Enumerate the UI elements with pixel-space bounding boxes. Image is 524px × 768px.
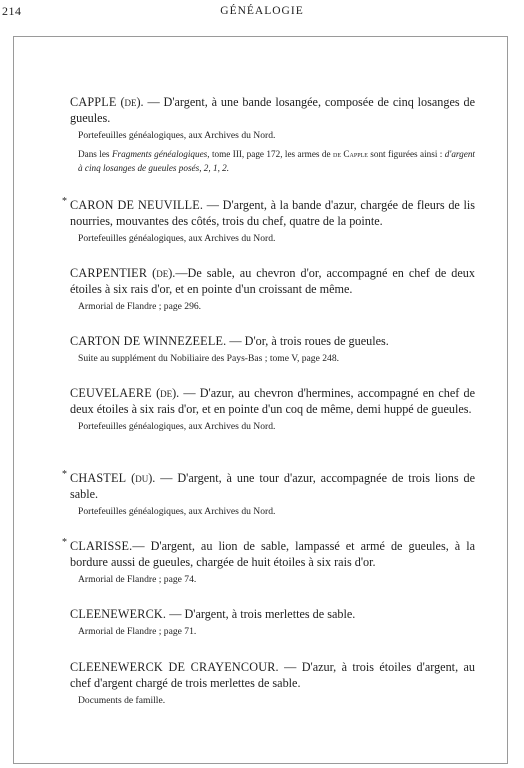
source-reference: Armorial de Flandre ; page 71. — [78, 626, 197, 637]
family-particle: (de). — [120, 95, 144, 109]
blazon-text: — D'argent, au lion de sable, lampassé et armé de gueules, à la bordure aussi de gueules, chargée de huit étoiles à six rais d'or. — [70, 539, 475, 569]
family-particle: (de). — [152, 266, 176, 280]
entry-heading — [70, 385, 475, 417]
entry-capple — [70, 94, 475, 175]
family-particle: (du). — [131, 471, 156, 485]
work-title: Fragments généalogiques — [111, 149, 208, 159]
entry-heading — [70, 94, 475, 126]
family-name: CLARISSE. — [70, 539, 133, 553]
source-reference: Documents de famille. — [78, 695, 166, 706]
family-name: CARPENTIER — [70, 266, 148, 280]
asterisk-mark: * — [62, 196, 67, 207]
blazon-text: — D'argent, à trois merlettes de sable. — [166, 607, 356, 621]
family-reference: de Capple — [332, 149, 368, 159]
family-name: CLEENEWERCK DE CRAYENCOUR. — [70, 660, 279, 674]
source-reference: Portefeuilles généalogiques, aux Archives du Nord. — [78, 130, 276, 141]
page-number: 214 — [2, 4, 22, 18]
source-reference: Portefeuilles généalogiques, aux Archives du Nord. — [78, 421, 276, 432]
blazon-text: — D'argent, à une tour d'azur, accompagnée de trois lions de sable. — [70, 471, 476, 501]
blazon-text: —De sable, au chevron d'or, accompagné en chef de deux étoiles à six rais d'or, et en pointe d'un croissant de même. — [70, 266, 475, 296]
family-name: CEUVELAERE — [70, 386, 152, 400]
entry-chastel — [62, 469, 476, 519]
entry-heading — [70, 265, 475, 297]
entry-heading — [70, 538, 475, 570]
source-reference: Portefeuilles généalogiques, aux Archives du Nord. — [78, 233, 276, 244]
entry-ceuvelaere — [70, 385, 475, 434]
source-reference: Armorial de Flandre ; page 74. — [78, 574, 197, 585]
entry-heading — [70, 659, 475, 691]
asterisk-mark: * — [62, 537, 67, 548]
blazon-text: — D'argent, à une bande losangée, composée de cinq losanges de gueules. — [70, 95, 475, 125]
entry-caron-de-neuville — [62, 196, 475, 246]
entry-note: Dans les Fragments généalogiques, tome III, page 172, les armes de de Capple sont figurées ainsi : d'argent à cinq losanges de gueules posés, 2, 1, 2. — [78, 149, 475, 173]
source-reference: Suite au supplément du Nobiliaire des Pays-Bas ; tome V, page 248. — [78, 353, 340, 364]
family-name: CHASTEL — [70, 471, 127, 485]
blazon-text: — D'or, à trois roues de gueules. — [226, 334, 389, 348]
entry-carpentier — [70, 265, 475, 314]
page-header — [0, 4, 524, 22]
entry-heading — [70, 197, 475, 229]
entry-heading — [70, 606, 475, 622]
source-reference: Portefeuilles généalogiques, aux Archives du Nord. — [78, 506, 276, 517]
blazon-text: — D'argent, à la bande d'azur, chargée de fleurs de lis nourries, mouvantes des côtés, trois du chef, quatre de la pointe. — [70, 198, 475, 228]
variant-blazon: d'argent à cinq losanges de gueules posés, 2, 1, 2. — [78, 149, 475, 173]
family-particle: (de). — [156, 386, 180, 400]
family-name: CARON DE NEUVILLE. — [70, 198, 204, 212]
family-name: CAPPLE — [70, 95, 117, 109]
blazon-text: — D'azur, à trois étoiles d'argent, au chef d'argent chargé de trois merlettes de sable. — [70, 660, 475, 690]
entry-cleenewerck-de-crayencour — [70, 659, 475, 708]
entry-heading — [70, 470, 475, 502]
family-name: CARTON DE WINNEZEELE. — [70, 334, 227, 348]
entry-heading — [70, 333, 475, 349]
family-name: CLEENEWERCK. — [70, 607, 167, 621]
asterisk-mark: * — [62, 469, 67, 480]
entry-cleenewerck — [70, 606, 475, 639]
source-reference: Armorial de Flandre ; page 296. — [78, 301, 202, 312]
blazon-text: — D'azur, au chevron d'hermines, accompagné en chef de deux étoiles à six rais d'or, et en pointe d'un coq de même, demi huppé de gueules. — [70, 386, 476, 416]
entry-carton-de-winnezeele — [70, 333, 475, 366]
running-title: GÉNÉALOGIE — [220, 5, 304, 17]
entry-clarisse — [62, 537, 475, 587]
